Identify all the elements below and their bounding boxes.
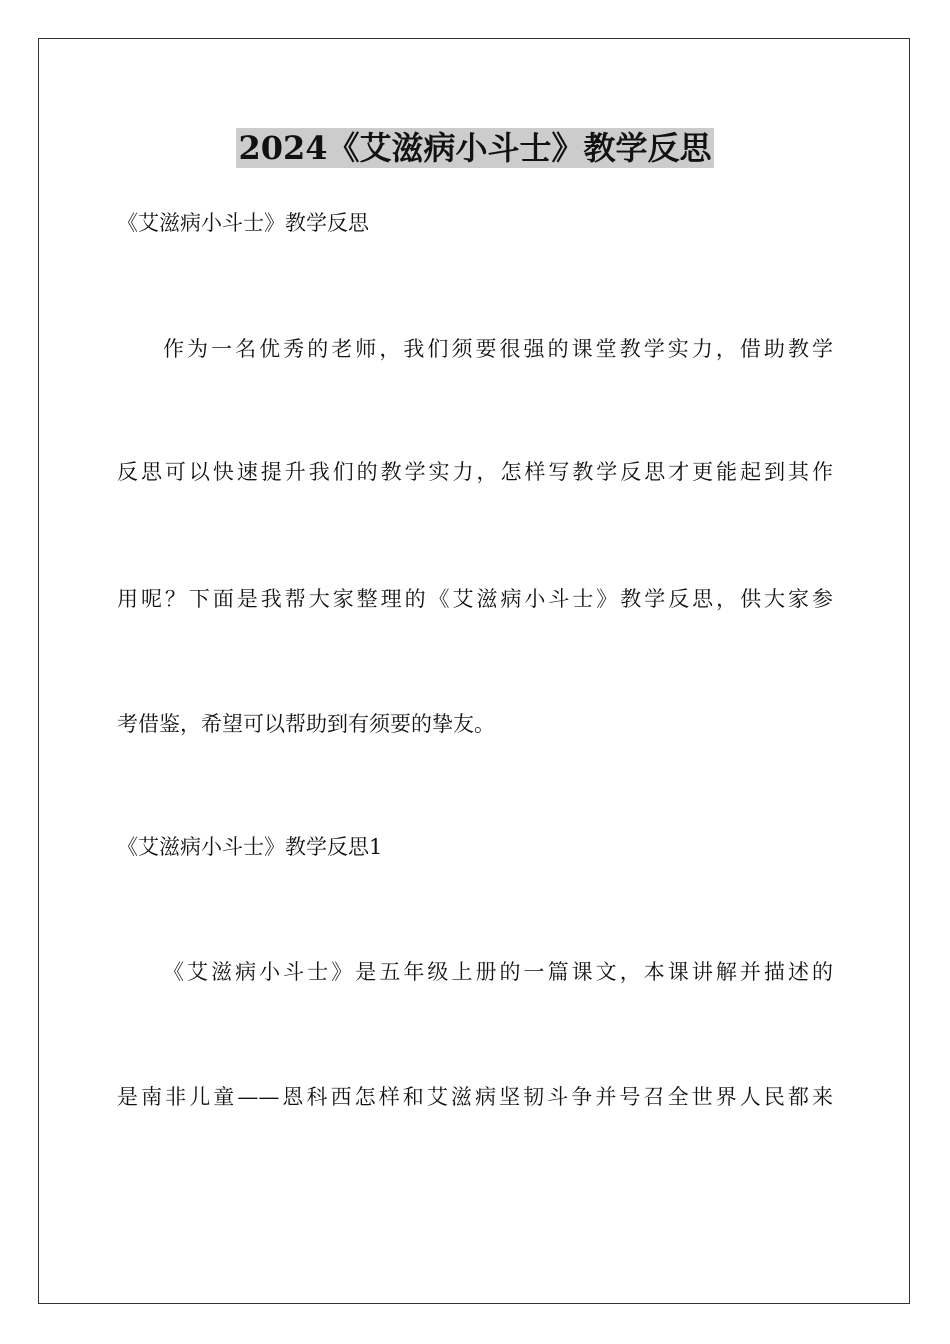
paragraph-line: 考借鉴，希望可以帮助到有须要的挚友。 [117,712,495,736]
paragraph-line: 是南非儿童——恩科西怎样和艾滋病坚韧斗争并号召全世界人民都来 [117,1085,833,1109]
paragraph-line: 《艾滋病小斗士》是五年级上册的一篇课文，本课讲解并描述的 [163,960,833,984]
document-title: 2024《艾滋病小斗士》教学反思 [238,129,712,167]
document-subtitle: 《艾滋病小斗士》教学反思 [117,211,369,235]
paragraph-line: 反思可以快速提升我们的教学实力，怎样写教学反思才更能起到其作 [117,460,833,484]
paragraph-line: 用呢？下面是我帮大家整理的《艾滋病小斗士》教学反思，供大家参 [117,587,833,611]
title-container [0,128,950,168]
paragraph-line: 作为一名优秀的老师，我们须要很强的课堂教学实力，借助教学 [163,337,833,361]
section-heading: 《艾滋病小斗士》教学反思1 [117,835,383,859]
